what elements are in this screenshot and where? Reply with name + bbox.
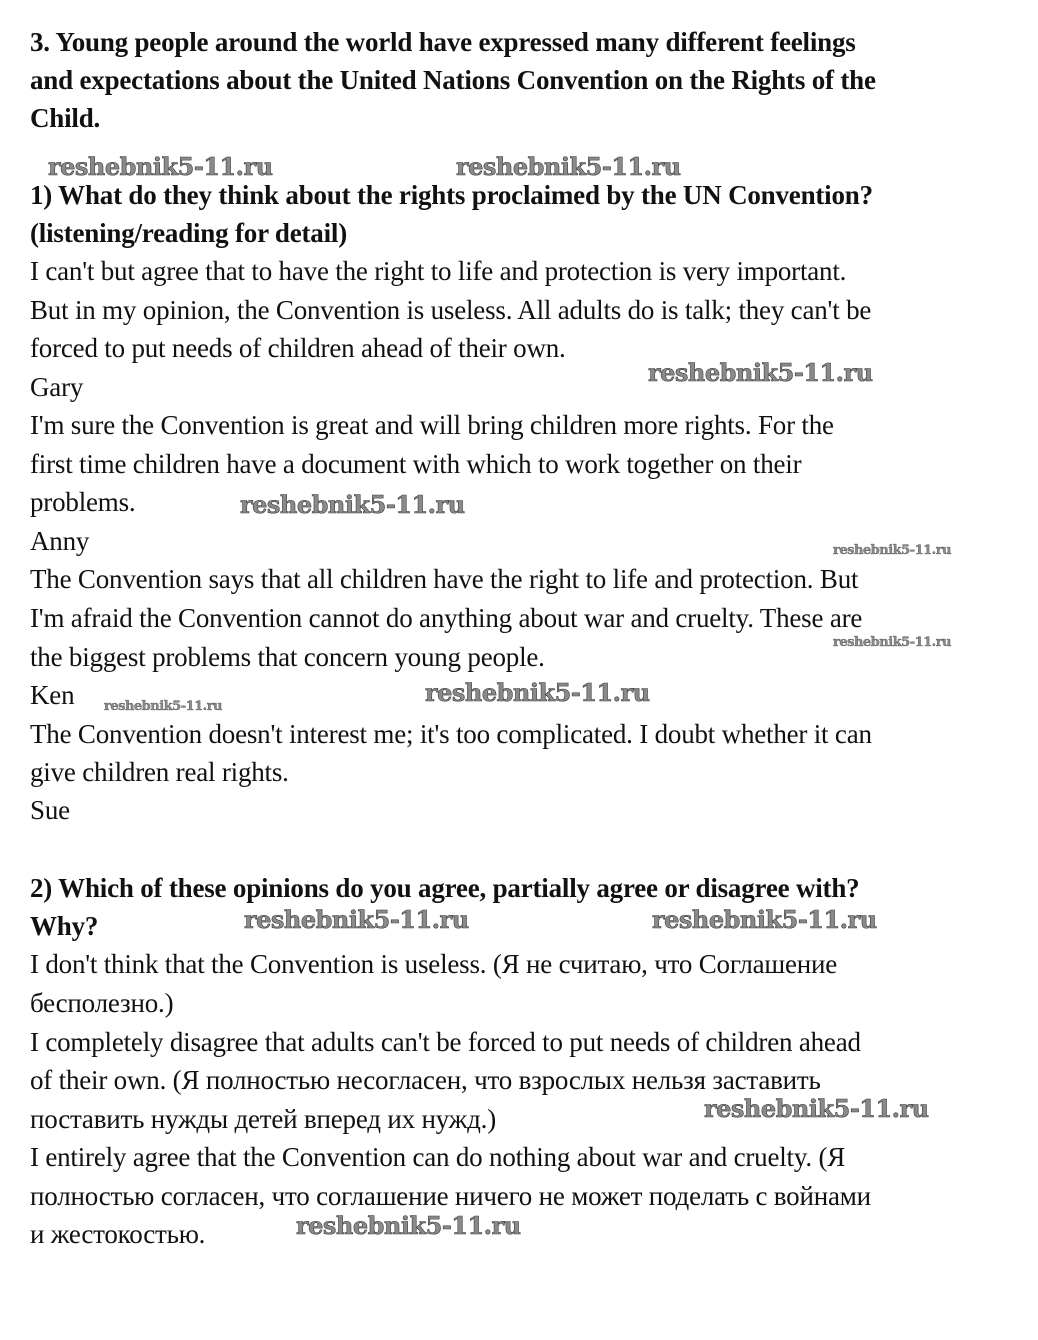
exercise-title-line-1: 3. Young people around the world have expressed many different feelings — [30, 27, 856, 57]
watermark: reshebnik5-11.ru — [456, 152, 681, 181]
exercise-title-line-3: Child. — [30, 103, 101, 133]
answer-line-4: of their own. (Я полностью несогласен, что взрослых нельзя заставить — [30, 1065, 821, 1095]
watermark: reshebnik5-11.ru — [833, 635, 952, 650]
watermark: reshebnik5-11.ru — [648, 358, 873, 387]
part1-heading-line-1: 1) What do they think about the rights proclaimed by the UN Convention? — [30, 180, 873, 210]
opinion-anny-line-2: first time children have a document with which to work together on their — [30, 449, 802, 479]
opinion-ken-line-3: the biggest problems that concern young people. — [30, 642, 545, 672]
answer-line-3: I completely disagree that adults can't be forced to put needs of children ahead — [30, 1027, 861, 1057]
opinion-gary-line-3: forced to put needs of children ahead of their own. — [30, 333, 566, 363]
opinion-anny-line-3: problems. — [30, 487, 136, 517]
opinion-author-anny: Anny — [30, 526, 90, 556]
opinion-author-gary: Gary — [30, 372, 84, 402]
answer-line-2: бесполезно.) — [30, 988, 174, 1018]
opinion-gary-line-2: But in my opinion, the Convention is useless. All adults do is talk; they can't be — [30, 295, 872, 325]
watermark: reshebnik5-11.ru — [48, 152, 273, 181]
opinion-sue-line-2: give children real rights. — [30, 757, 289, 787]
part2-heading-line-2: Why? — [30, 911, 99, 941]
opinion-gary-line-1: I can't but agree that to have the right to life and protection is very important. — [30, 256, 847, 286]
watermark: reshebnik5-11.ru — [104, 699, 223, 714]
answer-line-7: полностью согласен, что соглашение ничего не может поделать с войнами — [30, 1181, 871, 1211]
answer-line-6: I entirely agree that the Convention can do nothing about war and cruelty. (Я — [30, 1142, 846, 1172]
watermark: reshebnik5-11.ru — [833, 543, 952, 558]
watermark: reshebnik5-11.ru — [244, 905, 469, 934]
part1-heading-line-2: (listening/reading for detail) — [30, 218, 347, 248]
watermark: reshebnik5-11.ru — [296, 1211, 521, 1240]
opinion-author-sue: Sue — [30, 795, 70, 825]
exercise-title-line-2: and expectations about the United Nations Convention on the Rights of the — [30, 65, 876, 95]
opinion-sue-line-1: The Convention doesn't interest me; it's too complicated. I doubt whether it can — [30, 719, 872, 749]
watermark: reshebnik5-11.ru — [704, 1094, 929, 1123]
watermark: reshebnik5-11.ru — [425, 678, 650, 707]
opinion-author-ken: Ken — [30, 680, 75, 710]
opinion-ken-line-2: I'm afraid the Convention cannot do anything about war and cruelty. These are — [30, 603, 863, 633]
answer-line-8: и жестокостью. — [30, 1219, 206, 1249]
answer-line-5: поставить нужды детей вперед их нужд.) — [30, 1104, 496, 1134]
watermark: reshebnik5-11.ru — [240, 490, 465, 519]
watermark: reshebnik5-11.ru — [652, 905, 877, 934]
part2-heading-line-1: 2) Which of these opinions do you agree, partially agree or disagree with? — [30, 873, 860, 903]
opinion-anny-line-1: I'm sure the Convention is great and will bring children more rights. For the — [30, 410, 834, 440]
opinion-ken-line-1: The Convention says that all children have the right to life and protection. But — [30, 564, 859, 594]
answer-line-1: I don't think that the Convention is useless. (Я не считаю, что Соглашение — [30, 949, 838, 979]
